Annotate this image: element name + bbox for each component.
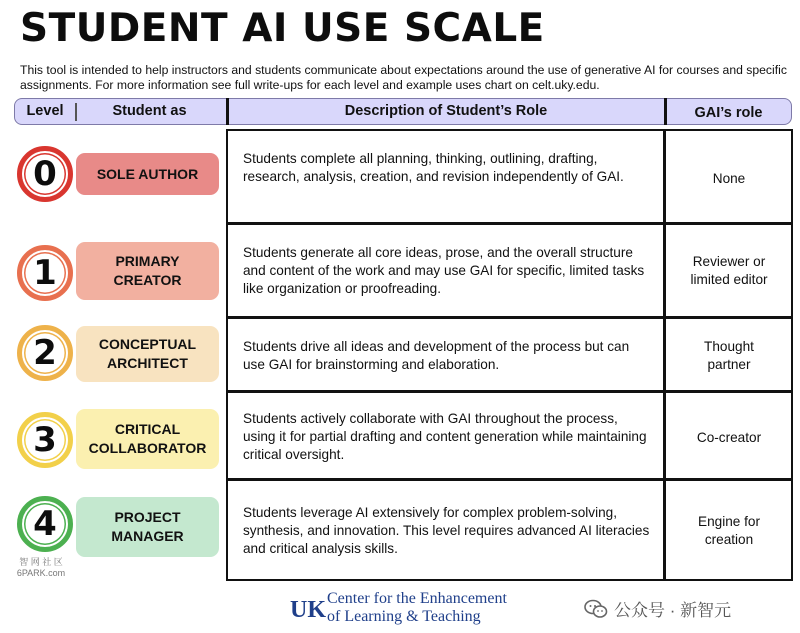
- page-title: STUDENT AI USE SCALE: [20, 6, 545, 51]
- level-number: 1: [33, 253, 57, 293]
- level-3-description: Students actively collaborate with GAI throughout the process, using it for partial drafting and content generation while maintaining critical oversight.: [243, 411, 647, 462]
- level-4-badge: [17, 496, 73, 552]
- level-1-label: [76, 242, 219, 300]
- level-3-badge: [17, 412, 73, 468]
- level-3-gai-role: Co-creator: [696, 430, 762, 445]
- level-2-description: Students drive all ideas and development of the process but can use GAI for brainstorming and elaboration.: [243, 339, 630, 372]
- wechat-watermark: [584, 596, 731, 621]
- student-as-label: CRITICAL COLLABORATOR: [88, 421, 207, 456]
- level-0-gai-role: None: [712, 171, 746, 186]
- footer-org-name: [327, 590, 507, 626]
- student-as-label: PROJECT MANAGER: [111, 509, 184, 544]
- side-watermark: [10, 557, 72, 579]
- level-1-badge: [17, 245, 73, 301]
- row-divider: [226, 222, 793, 225]
- side-watermark-line-2: 6PARK.com: [16, 568, 66, 578]
- level-number: 3: [33, 420, 57, 460]
- level-0-label: [76, 153, 219, 195]
- footer-line-1: Center for the Enhancement: [327, 590, 507, 607]
- intro-text: This tool is intended to help instructors and students communicate about expectations around the use of generative AI for courses and specific assignments. For more information see full write-ups for each level and example uses chart on celt.uky.edu.: [20, 63, 787, 92]
- level-4-description: Students leverage AI extensively for complex problem-solving, synthesis, and innovation. This level requires advanced AI literacies and critical analysis skills.: [243, 505, 650, 556]
- level-0-description: Students complete all planning, thinking, outlining, drafting, research, analysis, creation, and revision independently of GAI.: [243, 151, 624, 184]
- wechat-icon: [584, 599, 608, 619]
- header-level: Level: [26, 103, 64, 119]
- level-4-gai-role: Engine for creation: [698, 514, 760, 547]
- header-student-as: Student as: [112, 103, 187, 119]
- level-2-gai-role: Thought partner: [704, 339, 754, 372]
- footer-line-2: of Learning & Teaching: [327, 608, 481, 625]
- level-number: 2: [33, 333, 57, 373]
- student-as-label: SOLE AUTHOR: [96, 165, 199, 182]
- uk-logo-icon: [290, 593, 326, 623]
- row-divider: [226, 316, 793, 319]
- level-2-label: [76, 326, 219, 382]
- level-3-label: [76, 409, 219, 469]
- level-2-badge: [17, 325, 73, 381]
- level-4-label: [76, 497, 219, 557]
- level-1-description: Students generate all core ideas, prose, and the overall structure and content of the work and may use GAI for specific, limited tasks like organization or proofreading.: [243, 245, 645, 296]
- row-divider: [226, 390, 793, 393]
- header-description: Description of Student’s Role: [344, 103, 548, 119]
- level-number: 0: [33, 154, 57, 194]
- header-gai-role: GAI’s role: [694, 105, 763, 121]
- uk-logo-text: UK: [290, 597, 326, 623]
- level-0-badge: [17, 146, 73, 202]
- student-as-label: PRIMARY CREATOR: [113, 253, 182, 288]
- watermark-text: 公众号 · 新智元: [614, 601, 732, 620]
- level-number: 4: [33, 504, 57, 544]
- table-header: [14, 98, 792, 125]
- level-1-gai-role: Reviewer or limited editor: [690, 254, 768, 287]
- row-divider: [226, 478, 793, 481]
- side-watermark-line-1: 智 网 社 区: [19, 557, 63, 567]
- student-as-label: CONCEPTUAL ARCHITECT: [98, 336, 197, 371]
